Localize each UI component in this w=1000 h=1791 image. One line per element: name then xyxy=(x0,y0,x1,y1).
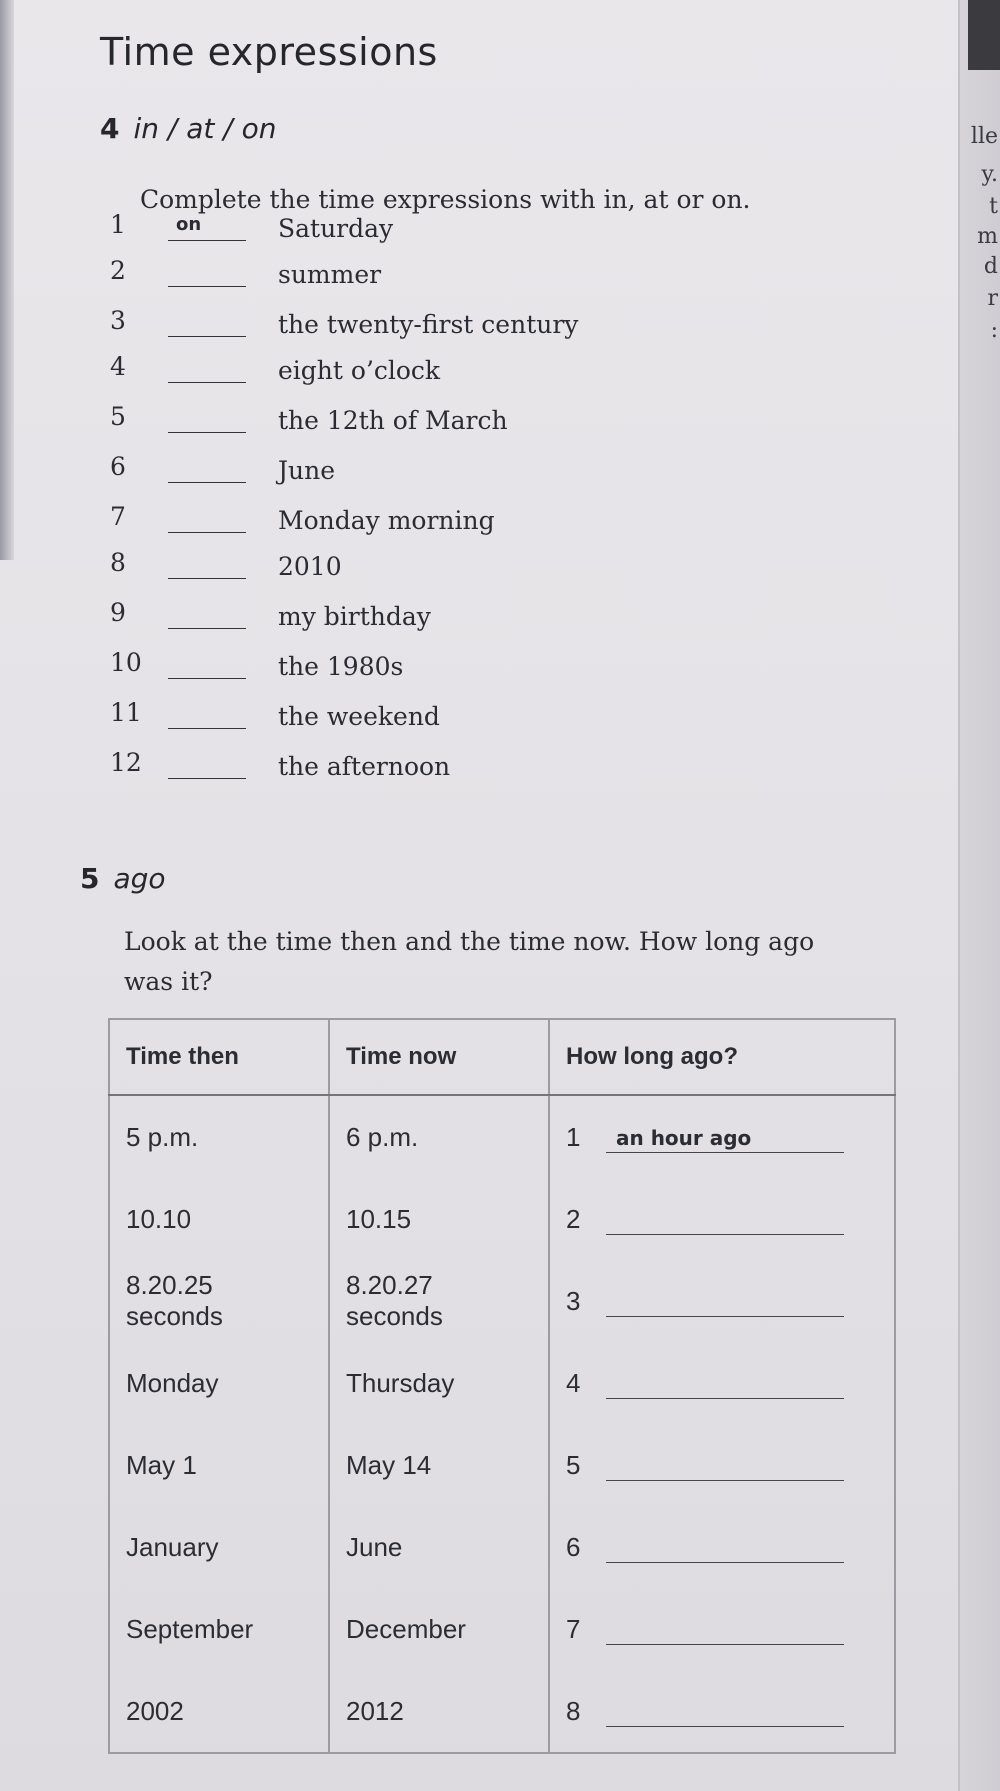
item-number: 1 xyxy=(110,210,126,239)
cell-time-then: September xyxy=(109,1588,329,1670)
answer-blank[interactable] xyxy=(168,210,246,241)
exercise-item xyxy=(110,748,630,788)
cell-time-then: 10.10 xyxy=(109,1178,329,1260)
table-row xyxy=(109,1342,895,1424)
edge-fragment: t xyxy=(989,194,998,219)
exercise-item xyxy=(110,306,630,346)
item-text: eight o’clock xyxy=(278,356,441,385)
answer-blank[interactable] xyxy=(168,502,246,533)
answer-blank[interactable] xyxy=(168,402,246,433)
item-text: the afternoon xyxy=(278,752,451,781)
edge-fragment: lle xyxy=(970,124,998,149)
exercise-item xyxy=(110,502,630,542)
answer-number: 5 xyxy=(566,1449,581,1480)
cell-time-then: 2002 xyxy=(109,1670,329,1753)
item-text: June xyxy=(278,456,336,485)
answer-blank[interactable] xyxy=(606,1454,844,1481)
section-number: 4 xyxy=(100,112,120,145)
exercise-item xyxy=(110,256,630,296)
exercise-item xyxy=(110,352,630,392)
cell-time-now: June xyxy=(329,1506,549,1588)
exercise-item xyxy=(110,598,630,638)
table-row xyxy=(109,1506,895,1588)
adjacent-page-edge xyxy=(958,0,1000,1791)
answer-number: 1 xyxy=(566,1121,581,1152)
cell-time-then: 8.20.25 seconds xyxy=(109,1260,329,1342)
table-row xyxy=(109,1670,895,1753)
answer-blank[interactable] xyxy=(606,1700,844,1727)
page-left-shadow xyxy=(0,0,14,560)
item-number: 6 xyxy=(110,452,126,481)
item-text: my birthday xyxy=(278,602,431,631)
answer-blank[interactable] xyxy=(168,598,246,629)
item-number: 7 xyxy=(110,502,126,531)
cell-how-long-ago xyxy=(549,1342,895,1424)
answer-blank[interactable] xyxy=(168,452,246,483)
table-row xyxy=(109,1588,895,1670)
item-number: 10 xyxy=(110,648,142,677)
cell-time-then: Monday xyxy=(109,1342,329,1424)
section-name: in / at / on xyxy=(133,112,277,145)
table-row xyxy=(109,1260,895,1342)
cell-time-now: May 14 xyxy=(329,1424,549,1506)
exercise-item xyxy=(110,648,630,688)
answer-number: 6 xyxy=(566,1531,581,1562)
time-table xyxy=(108,1018,896,1754)
answer-blank[interactable] xyxy=(168,306,246,337)
cell-how-long-ago xyxy=(549,1670,895,1753)
answer-text: on xyxy=(176,214,202,235)
answer-blank[interactable] xyxy=(606,1536,844,1563)
cell-time-now: 8.20.27 seconds xyxy=(329,1260,549,1342)
item-text: Monday morning xyxy=(278,506,495,535)
answer-blank[interactable] xyxy=(168,256,246,287)
item-text: the 1980s xyxy=(278,652,404,681)
edge-fragment: m xyxy=(977,224,998,249)
cell-how-long-ago xyxy=(549,1588,895,1670)
exercise-item xyxy=(110,698,630,738)
answer-blank[interactable] xyxy=(606,1126,844,1153)
edge-fragment: : xyxy=(990,318,998,343)
section-4-heading xyxy=(100,112,277,145)
cell-time-now: Thursday xyxy=(329,1342,549,1424)
cell-time-now: December xyxy=(329,1588,549,1670)
answer-number: 7 xyxy=(566,1613,581,1644)
answer-blank[interactable] xyxy=(606,1618,844,1645)
cell-how-long-ago xyxy=(549,1506,895,1588)
edge-fragment: y. xyxy=(981,162,998,187)
answer-blank[interactable] xyxy=(606,1290,844,1317)
table-header-row xyxy=(109,1019,895,1095)
cell-time-then: January xyxy=(109,1506,329,1588)
dark-corner xyxy=(968,0,1000,70)
cell-how-long-ago xyxy=(549,1424,895,1506)
section-5-heading xyxy=(80,862,166,895)
answer-text: an hour ago xyxy=(616,1125,752,1150)
answer-number: 2 xyxy=(566,1203,581,1234)
exercise-item xyxy=(110,452,630,492)
edge-fragment: d xyxy=(983,254,998,279)
cell-time-now: 6 p.m. xyxy=(329,1095,549,1178)
item-number: 2 xyxy=(110,256,126,285)
edge-fragment: r xyxy=(987,286,998,311)
answer-blank[interactable] xyxy=(606,1208,844,1235)
item-number: 9 xyxy=(110,598,126,627)
cell-time-then: May 1 xyxy=(109,1424,329,1506)
header-time-now: Time now xyxy=(329,1019,549,1095)
item-number: 5 xyxy=(110,402,126,431)
header-how-long-ago: How long ago? xyxy=(549,1019,895,1095)
item-text: the weekend xyxy=(278,702,440,731)
section-4-instructions: Complete the time expressions with in, at or on. xyxy=(140,185,751,214)
item-number: 12 xyxy=(110,748,142,777)
table-row xyxy=(109,1424,895,1506)
page-title: Time expressions xyxy=(100,30,438,74)
answer-blank[interactable] xyxy=(168,352,246,383)
item-number: 8 xyxy=(110,548,126,577)
table-row xyxy=(109,1178,895,1260)
answer-blank[interactable] xyxy=(168,748,246,779)
exercise-item xyxy=(110,402,630,442)
exercise-item xyxy=(110,548,630,588)
section-number: 5 xyxy=(80,862,100,895)
exercise-item xyxy=(110,210,630,250)
item-number: 4 xyxy=(110,352,126,381)
answer-number: 4 xyxy=(566,1367,581,1398)
table-row xyxy=(109,1095,895,1178)
item-text: the 12th of March xyxy=(278,406,508,435)
section-name: ago xyxy=(113,862,166,895)
cell-how-long-ago xyxy=(549,1095,895,1178)
cell-time-now: 10.15 xyxy=(329,1178,549,1260)
section-5-instructions: Look at the time then and the time now. How long ago was it? xyxy=(124,927,815,996)
answer-blank[interactable] xyxy=(168,648,246,679)
answer-number: 8 xyxy=(566,1695,581,1726)
header-time-then: Time then xyxy=(109,1019,329,1095)
item-text: Saturday xyxy=(278,214,394,243)
cell-time-now: 2012 xyxy=(329,1670,549,1753)
cell-how-long-ago xyxy=(549,1260,895,1342)
cell-how-long-ago xyxy=(549,1178,895,1260)
answer-blank[interactable] xyxy=(168,698,246,729)
cell-time-then: 5 p.m. xyxy=(109,1095,329,1178)
answer-blank[interactable] xyxy=(606,1372,844,1399)
item-number: 3 xyxy=(110,306,126,335)
item-number: 11 xyxy=(110,698,142,727)
answer-number: 3 xyxy=(566,1285,581,1316)
answer-blank[interactable] xyxy=(168,548,246,579)
item-text: 2010 xyxy=(278,552,342,581)
item-text: the twenty-first century xyxy=(278,310,579,339)
item-text: summer xyxy=(278,260,382,289)
